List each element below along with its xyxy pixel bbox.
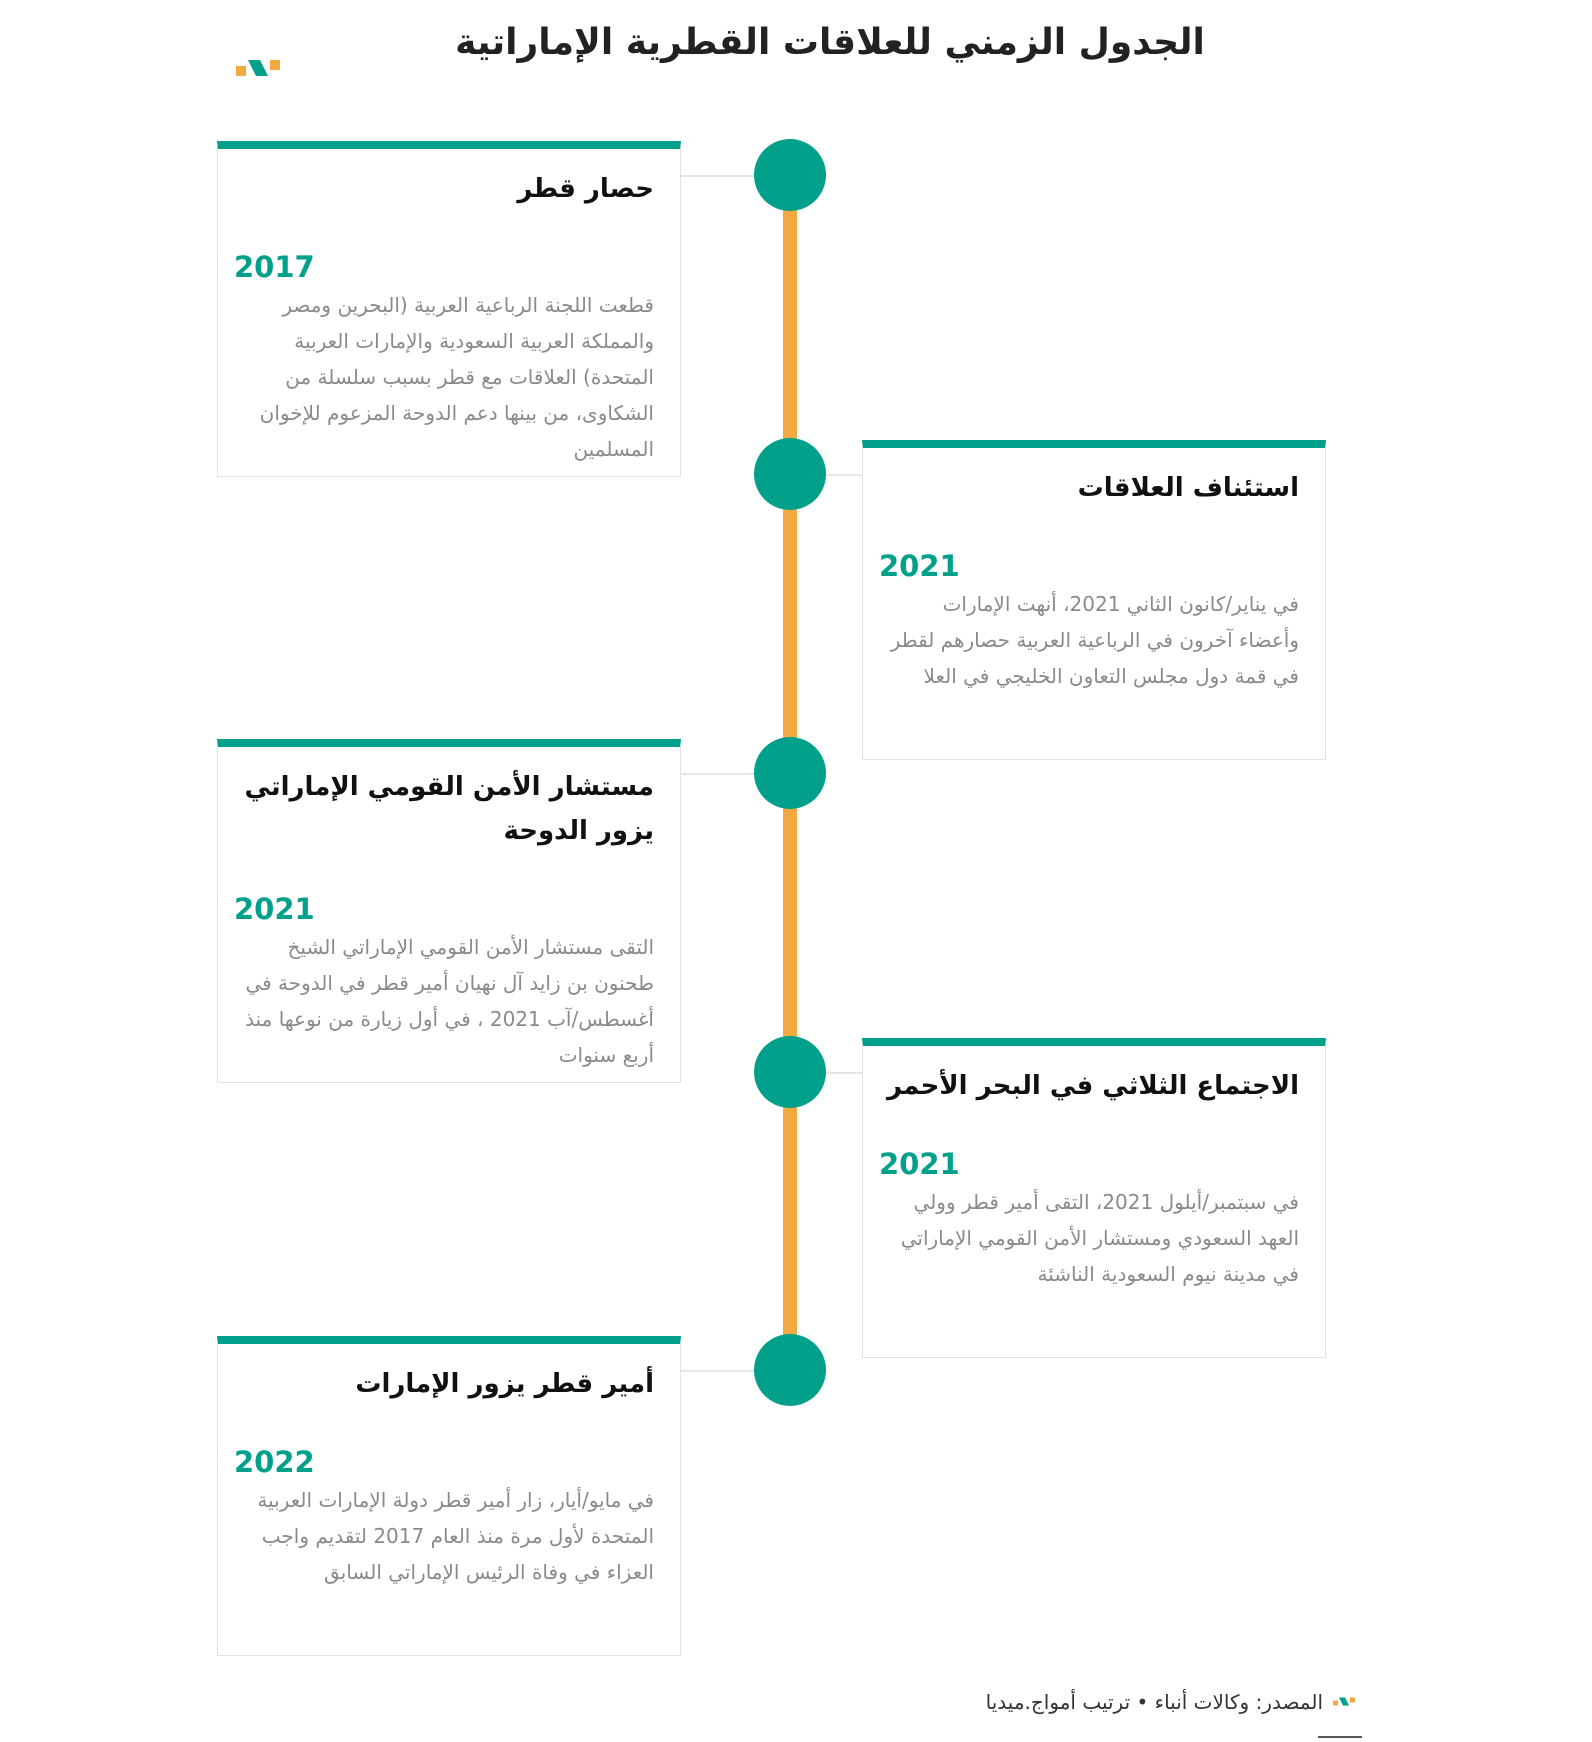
page-title: الجدول الزمني للعلاقات القطرية الإماراتية — [455, 22, 1205, 63]
event-description: في سبتمبر/أيلول 2021، التقى أمير قطر وولي العهد السعودي ومستشار الأمن القومي الإماراتي في مدينة نيوم السعودية الناشئة — [900, 1190, 1299, 1286]
timeline-connector — [820, 474, 864, 476]
timeline-node — [754, 1036, 826, 1108]
event-description: في مايو/أيار، زار أمير قطر دولة الإمارات العربية المتحدة لأول مرة منذ العام 2017 لتقديم واجب العزاء في وفاة الرئيس الإماراتي السابق — [257, 1488, 654, 1584]
event-year: 2022 — [234, 1445, 315, 1479]
event-year: 2021 — [879, 549, 960, 583]
event-description: التقى مستشار الأمن القومي الإماراتي الشيخ طحنون بن زايد آل نهيان أمير قطر في الدوحة في أغسطس/آب 2021 ، في أول زيارة من نوعها منذ أربع سنوات — [245, 935, 654, 1067]
event-title: استئناف العلاقات — [1077, 473, 1299, 503]
event-title: حصار قطر — [517, 174, 654, 204]
event-card-nsa-visit-doha — [217, 739, 681, 1083]
timeline-node — [754, 438, 826, 510]
timeline-connector — [681, 1370, 761, 1372]
footer-divider — [1318, 1736, 1362, 1738]
event-card-qatar-blockade — [217, 141, 681, 477]
event-title: أمير قطر يزور الإمارات — [355, 1369, 654, 1399]
brand-logo-icon — [236, 58, 280, 80]
event-card-emir-visit-uae — [217, 1336, 681, 1656]
event-year: 2017 — [234, 250, 315, 284]
event-year: 2021 — [879, 1147, 960, 1181]
source-footer — [950, 1690, 1355, 1714]
event-title: مستشار الأمن القومي الإماراتي يزور الدوحة — [244, 772, 654, 846]
timeline-connector — [681, 175, 761, 177]
event-card-relations-resumed — [862, 440, 1326, 760]
timeline-node — [754, 1334, 826, 1406]
event-description: في يناير/كانون الثاني 2021، أنهت الإمارات وأعضاء آخرون في الرباعية العربية حصارهم لقطر في قمة دول مجلس التعاون الخليجي في العلا — [890, 592, 1299, 688]
timeline-connector — [681, 773, 761, 775]
event-title: الاجتماع الثلاثي في البحر الأحمر — [886, 1071, 1299, 1101]
brand-logo-icon — [1333, 1695, 1355, 1709]
source-text: المصدر: وكالات أنباء • ترتيب أمواج.ميديا — [985, 1690, 1323, 1714]
event-year: 2021 — [234, 892, 315, 926]
timeline-node — [754, 737, 826, 809]
timeline-node — [754, 139, 826, 211]
timeline-connector — [820, 1072, 864, 1074]
event-description: قطعت اللجنة الرباعية العربية (البحرين ومصر والمملكة العربية السعودية والإمارات العربية المتحدة) العلاقات مع قطر بسبب سلسلة من الشكاوى، من بينها دعم الدوحة المزعوم للإخوان المسلمين — [259, 293, 654, 461]
event-card-red-sea-meeting — [862, 1038, 1326, 1358]
